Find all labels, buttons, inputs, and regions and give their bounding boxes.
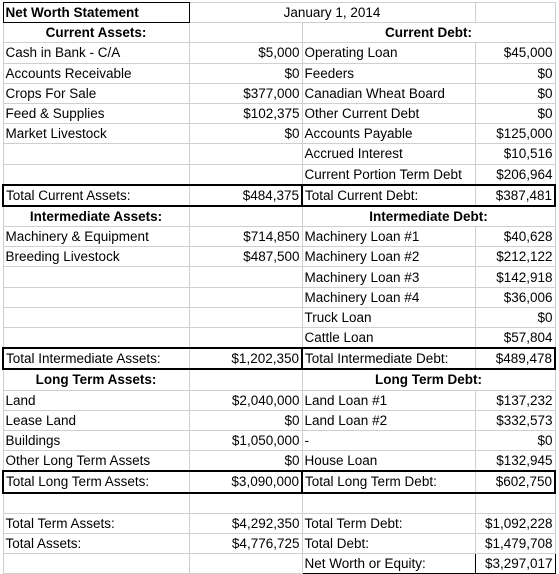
statement-title[interactable]: Net Worth Statement bbox=[3, 3, 189, 23]
table-row bbox=[3, 144, 555, 164]
empty-cell[interactable] bbox=[189, 267, 302, 287]
empty-cell[interactable] bbox=[3, 267, 189, 287]
total-debt-value[interactable]: $1,479,708 bbox=[475, 533, 555, 553]
asset-value[interactable]: $1,050,000 bbox=[189, 430, 302, 450]
table-row bbox=[3, 83, 555, 103]
asset-label[interactable]: Lease Land bbox=[3, 410, 189, 430]
asset-label[interactable]: Accounts Receivable bbox=[3, 63, 189, 83]
empty-cell[interactable] bbox=[189, 493, 302, 514]
debt-value[interactable]: $125,000 bbox=[475, 124, 555, 144]
total-intermediate-assets-value[interactable]: $1,202,350 bbox=[189, 348, 302, 369]
asset-value[interactable]: $377,000 bbox=[189, 83, 302, 103]
intermediate-debt-heading[interactable]: Intermediate Debt: bbox=[302, 206, 555, 227]
asset-value[interactable]: $0 bbox=[189, 451, 302, 472]
debt-label[interactable]: Other Current Debt bbox=[302, 103, 475, 123]
table-row bbox=[3, 287, 555, 307]
asset-label[interactable]: Other Long Term Assets bbox=[3, 451, 189, 472]
debt-label[interactable]: Operating Loan bbox=[302, 43, 475, 63]
empty-cell[interactable] bbox=[3, 554, 189, 574]
table-row bbox=[3, 63, 555, 83]
empty-cell[interactable] bbox=[3, 307, 189, 327]
asset-value[interactable]: $102,375 bbox=[189, 103, 302, 123]
total-intermediate-debt-value[interactable]: $489,478 bbox=[475, 348, 555, 369]
debt-label[interactable]: Truck Loan bbox=[302, 307, 475, 327]
table-row bbox=[3, 451, 555, 472]
empty-cell[interactable] bbox=[189, 328, 302, 349]
table-row bbox=[3, 430, 555, 450]
empty-cell[interactable] bbox=[3, 164, 189, 185]
empty-cell[interactable] bbox=[189, 164, 302, 185]
debt-label[interactable]: Cattle Loan bbox=[302, 328, 475, 349]
table-row bbox=[3, 410, 555, 430]
table-row bbox=[3, 267, 555, 287]
blank-row bbox=[3, 493, 555, 514]
empty-cell[interactable] bbox=[3, 287, 189, 307]
total-term-assets-label[interactable]: Total Term Assets: bbox=[3, 513, 189, 533]
debt-value[interactable]: $142,918 bbox=[475, 267, 555, 287]
total-intermediate-row bbox=[3, 348, 555, 369]
total-term-assets-value[interactable]: $4,292,350 bbox=[189, 513, 302, 533]
empty-cell[interactable] bbox=[3, 328, 189, 349]
debt-value[interactable]: $40,628 bbox=[475, 227, 555, 247]
empty-cell[interactable] bbox=[189, 307, 302, 327]
debt-label[interactable]: Accounts Payable bbox=[302, 124, 475, 144]
empty-cell[interactable] bbox=[189, 287, 302, 307]
table-row bbox=[3, 103, 555, 123]
debt-label[interactable]: Machinery Loan #2 bbox=[302, 247, 475, 267]
asset-value[interactable]: $714,850 bbox=[189, 227, 302, 247]
total-current-assets-label[interactable]: Total Current Assets: bbox=[3, 185, 189, 206]
empty-cell[interactable] bbox=[189, 206, 302, 227]
table-row bbox=[3, 43, 555, 63]
summary-row bbox=[3, 533, 555, 553]
asset-value[interactable]: $0 bbox=[189, 63, 302, 83]
total-assets-value[interactable]: $4,776,725 bbox=[189, 533, 302, 553]
current-assets-heading[interactable]: Current Assets: bbox=[3, 23, 189, 43]
table-row bbox=[3, 227, 555, 247]
table-row bbox=[3, 164, 555, 185]
asset-label[interactable]: Cash in Bank - C/A bbox=[3, 43, 189, 63]
total-debt-label[interactable]: Total Debt: bbox=[302, 533, 475, 553]
long-term-debt-heading[interactable]: Long Term Debt: bbox=[302, 369, 555, 390]
net-worth-row bbox=[3, 554, 555, 574]
total-long-term-assets-value[interactable]: $3,090,000 bbox=[189, 471, 302, 492]
debt-label[interactable]: Feeders bbox=[302, 63, 475, 83]
total-long-term-debt-label[interactable]: Total Long Term Debt: bbox=[302, 471, 475, 492]
debt-label[interactable]: Accrued Interest bbox=[302, 144, 475, 164]
section-heading-row bbox=[3, 369, 555, 390]
asset-label[interactable]: Land bbox=[3, 390, 189, 410]
debt-value[interactable]: $0 bbox=[475, 307, 555, 327]
intermediate-assets-heading[interactable]: Intermediate Assets: bbox=[3, 206, 189, 227]
debt-label[interactable]: - bbox=[302, 430, 475, 450]
total-long-term-row bbox=[3, 471, 555, 492]
empty-cell[interactable] bbox=[189, 554, 302, 574]
debt-value[interactable]: $10,516 bbox=[475, 144, 555, 164]
total-current-debt-value[interactable]: $387,481 bbox=[475, 185, 555, 206]
empty-cell[interactable] bbox=[3, 493, 189, 514]
empty-cell[interactable] bbox=[475, 493, 555, 514]
asset-value[interactable]: $0 bbox=[189, 410, 302, 430]
debt-value[interactable]: $0 bbox=[475, 83, 555, 103]
empty-cell[interactable] bbox=[302, 493, 475, 514]
total-current-debt-label[interactable]: Total Current Debt: bbox=[302, 185, 475, 206]
net-worth-table bbox=[2, 2, 556, 574]
debt-value[interactable]: $57,804 bbox=[475, 328, 555, 349]
empty-cell[interactable] bbox=[189, 369, 302, 390]
table-row bbox=[3, 124, 555, 144]
asset-label[interactable]: Market Livestock bbox=[3, 124, 189, 144]
empty-cell[interactable] bbox=[3, 144, 189, 164]
debt-label[interactable]: Machinery Loan #1 bbox=[302, 227, 475, 247]
debt-value[interactable]: $137,232 bbox=[475, 390, 555, 410]
statement-date[interactable]: January 1, 2014 bbox=[189, 3, 475, 23]
asset-label[interactable]: Machinery & Equipment bbox=[3, 227, 189, 247]
total-intermediate-debt-label[interactable]: Total Intermediate Debt: bbox=[302, 348, 475, 369]
empty-cell[interactable] bbox=[189, 144, 302, 164]
total-term-debt-value[interactable]: $1,092,228 bbox=[475, 513, 555, 533]
debt-label[interactable]: Canadian Wheat Board bbox=[302, 83, 475, 103]
total-current-row bbox=[3, 185, 555, 206]
table-row bbox=[3, 307, 555, 327]
debt-value[interactable]: $132,945 bbox=[475, 451, 555, 472]
asset-label[interactable]: Feed & Supplies bbox=[3, 103, 189, 123]
total-assets-label[interactable]: Total Assets: bbox=[3, 533, 189, 553]
empty-cell[interactable] bbox=[189, 23, 302, 43]
debt-label[interactable]: Machinery Loan #3 bbox=[302, 267, 475, 287]
debt-value[interactable]: $206,964 bbox=[475, 164, 555, 185]
debt-label[interactable]: Land Loan #2 bbox=[302, 410, 475, 430]
asset-value[interactable]: $5,000 bbox=[189, 43, 302, 63]
net-worth-value[interactable]: $3,297,017 bbox=[475, 554, 555, 574]
debt-value[interactable]: $332,573 bbox=[475, 410, 555, 430]
asset-label[interactable]: Crops For Sale bbox=[3, 83, 189, 103]
asset-value[interactable]: $487,500 bbox=[189, 247, 302, 267]
total-long-term-debt-value[interactable]: $602,750 bbox=[475, 471, 555, 492]
current-debt-heading[interactable]: Current Debt: bbox=[302, 23, 555, 43]
asset-value[interactable]: $0 bbox=[189, 124, 302, 144]
title-row bbox=[3, 3, 555, 23]
section-heading-row bbox=[3, 23, 555, 43]
empty-cell[interactable] bbox=[475, 3, 555, 23]
total-current-assets-value[interactable]: $484,375 bbox=[189, 185, 302, 206]
debt-value[interactable]: $0 bbox=[475, 430, 555, 450]
summary-row bbox=[3, 513, 555, 533]
debt-value[interactable]: $45,000 bbox=[475, 43, 555, 63]
asset-label[interactable]: Breeding Livestock bbox=[3, 247, 189, 267]
asset-label[interactable]: Buildings bbox=[3, 430, 189, 450]
table-row bbox=[3, 328, 555, 349]
total-long-term-assets-label[interactable]: Total Long Term Assets: bbox=[3, 471, 189, 492]
asset-value[interactable]: $2,040,000 bbox=[189, 390, 302, 410]
debt-label[interactable]: Machinery Loan #4 bbox=[302, 287, 475, 307]
long-term-assets-heading[interactable]: Long Term Assets: bbox=[3, 369, 189, 390]
table-row bbox=[3, 390, 555, 410]
debt-value[interactable]: $212,122 bbox=[475, 247, 555, 267]
debt-value[interactable]: $36,006 bbox=[475, 287, 555, 307]
debt-label[interactable]: Current Portion Term Debt bbox=[302, 164, 475, 185]
total-intermediate-assets-label[interactable]: Total Intermediate Assets: bbox=[3, 348, 189, 369]
section-heading-row bbox=[3, 206, 555, 227]
debt-value[interactable]: $0 bbox=[475, 63, 555, 83]
total-term-debt-label[interactable]: Total Term Debt: bbox=[302, 513, 475, 533]
table-row bbox=[3, 247, 555, 267]
debt-label[interactable]: House Loan bbox=[302, 451, 475, 472]
debt-value[interactable]: $0 bbox=[475, 103, 555, 123]
debt-label[interactable]: Land Loan #1 bbox=[302, 390, 475, 410]
net-worth-label[interactable]: Net Worth or Equity: bbox=[302, 554, 475, 574]
